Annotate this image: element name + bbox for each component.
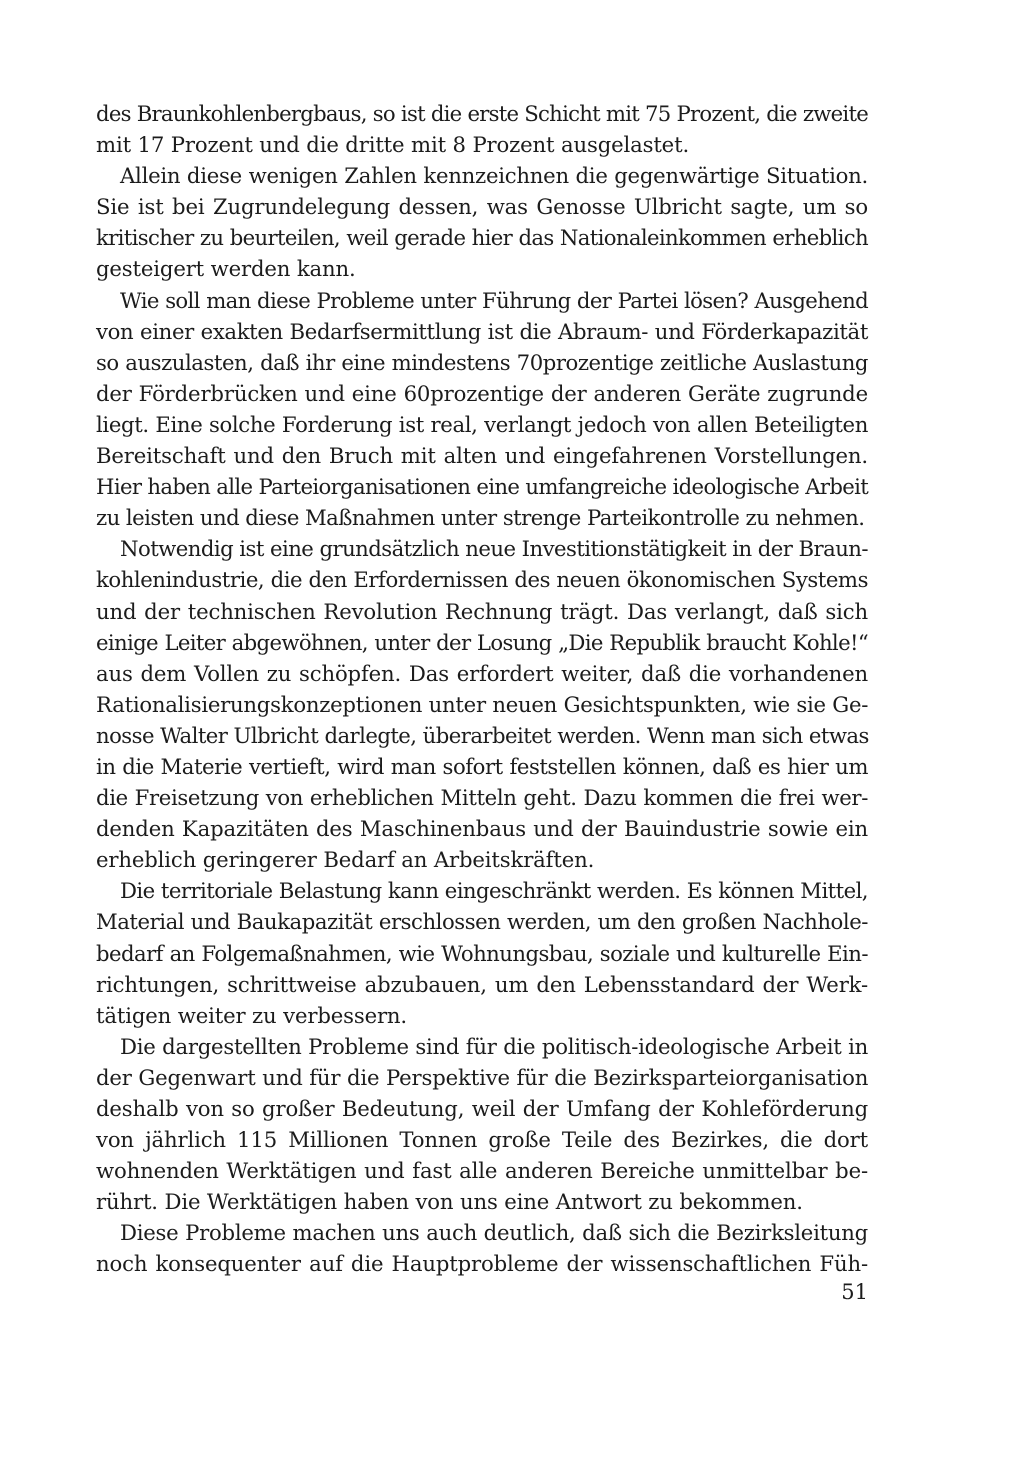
text-line: nosse Walter Ulbricht darlegte, überarbeitet werden. Wenn man sich etwas [96,722,869,748]
text-line: aus dem Vollen zu schöpfen. Das erfordert weiter, daß die vorhandenen [96,660,868,686]
text-line: und der technischen Revolution Rechnung trägt. Das verlangt, daß sich [96,598,868,624]
paragraph [96,1031,868,1218]
text-line: des Braunkohlenbergbaus, so ist die erste Schicht mit 75 Prozent, die zweite [96,101,868,126]
text-line: Allein diese wenigen Zahlen kennzeichnen die gegenwärtige Situation. [120,163,868,189]
text-line: gesteigert werden kann. [96,256,356,282]
text-line: Bereitschaft und den Bruch mit alten und eingefahrenen Vorstellungen. [96,443,868,469]
text-line: Die territoriale Belastung kann eingeschränkt werden. Es können Mittel, [120,878,868,904]
text-line: rührt. Die Werktätigen haben von uns eine Antwort zu bekommen. [96,1189,803,1215]
text-line: Diese Probleme machen uns auch deutlich, daß sich die Bezirksleitung [120,1220,868,1246]
text-line: erheblich geringerer Bedarf an Arbeitskräften. [96,847,595,873]
text-line: der Gegenwart und für die Perspektive für die Bezirksparteiorganisation [96,1064,869,1090]
paragraph [96,875,868,1030]
text-line: wohnenden Werktätigen und fast alle anderen Bereiche unmittelbar be- [96,1158,868,1184]
text-line: in die Materie vertieft, wird man sofort feststellen können, daß es hier um [96,753,868,779]
text-line: Sie ist bei Zugrundelegung dessen, was Genosse Ulbricht sagte, um so [96,194,868,220]
text-line: bedarf an Folgemaßnahmen, wie Wohnungsbau, soziale und kulturelle Ein- [96,940,868,966]
text-line: liegt. Eine solche Forderung ist real, verlangt jedoch von allen Beteiligten [96,411,868,437]
text-line: deshalb von so großer Bedeutung, weil der Umfang der Kohleförderung [96,1096,868,1121]
text-line: Material und Baukapazität erschlossen werden, um den großen Nachhole- [96,909,868,935]
text-line: kohlenindustrie, die den Erfordernissen des neuen ökonomischen Systems [96,567,868,593]
text-line: von einer exakten Bedarfsermittlung ist die Abraum- und Förderkapazität [96,318,868,344]
text-line: zu leisten und diese Maßnahmen unter strenge Parteikontrolle zu nehmen. [96,505,865,531]
text-line: der Förderbrücken und eine 60prozentige der anderen Geräte zugrunde [96,380,868,406]
body-text [96,98,868,1280]
text-line: die Freisetzung von erheblichen Mitteln geht. Dazu kommen die frei wer- [96,785,868,811]
text-line: von jährlich 115 Millionen Tonnen große Teile des Bezirkes, die dort [96,1127,868,1153]
page-number: 51 [841,1280,868,1304]
paragraph [96,533,868,875]
text-line: denden Kapazitäten des Maschinenbaus und der Bauindustrie sowie ein [96,816,868,842]
paragraph [96,160,868,284]
text-line: Notwendig ist eine grundsätzlich neue Investitionstätigkeit in der Braun- [120,536,868,562]
paragraph [96,98,868,160]
text-line: Die dargestellten Probleme sind für die politisch-ideologische Arbeit in [120,1033,868,1059]
text-line: Rationalisierungskonzeptionen unter neuen Gesichtspunkten, wie sie Ge- [96,691,869,717]
text-line: Wie soll man diese Probleme unter Führung der Partei lösen? Ausgehend [120,287,868,313]
text-line: Hier haben alle Parteiorganisationen eine umfangreiche ideologische Arbeit [96,474,869,500]
text-line: einige Leiter abgewöhnen, unter der Losung „Die Republik braucht Kohle!“ [96,629,868,655]
text-line: noch konsequenter auf die Hauptprobleme der wissenschaftlichen Füh- [96,1251,868,1277]
text-line: tätigen weiter zu verbessern. [96,1002,408,1028]
paragraph [96,285,868,534]
text-line: richtungen, schrittweise abzubauen, um den Lebensstandard der Werk- [96,971,868,997]
paragraph [96,1217,868,1279]
text-line: mit 17 Prozent und die dritte mit 8 Prozent ausgelastet. [96,132,690,158]
text-line: kritischer zu beurteilen, weil gerade hier das Nationaleinkommen erheblich [96,225,868,251]
text-line: so auszulasten, daß ihr eine mindestens 70prozentige zeitliche Auslastung [96,349,868,375]
